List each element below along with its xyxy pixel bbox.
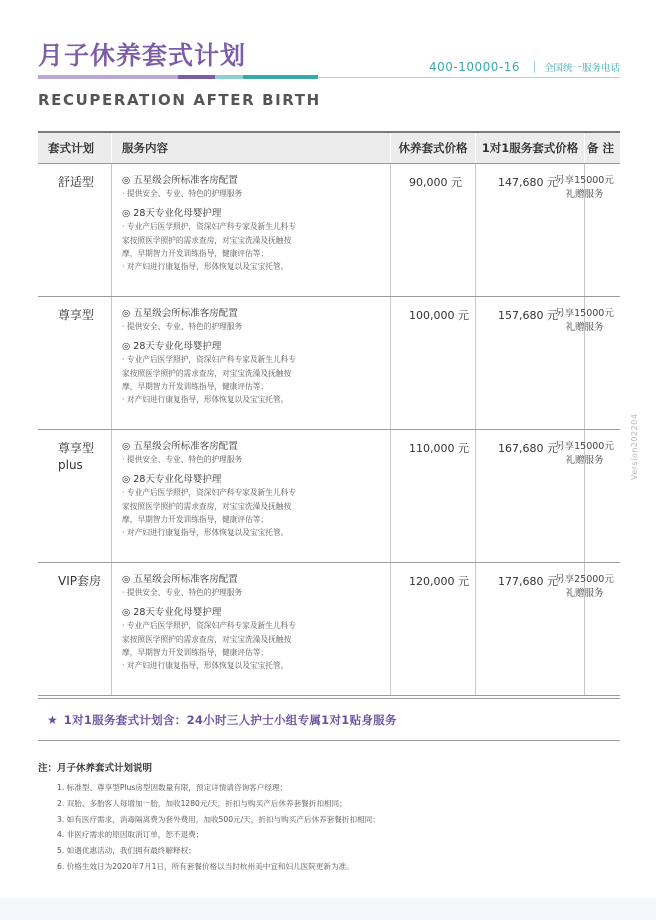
- title-bar-segment: [178, 75, 215, 79]
- service-item-line: · 提供安全、专业、特色的护理服务: [122, 189, 243, 198]
- notes-item: 3. 如有医疗需求，消毒隔离费为套外费用，加收500元/天，折扣与购买产后休养套餐折扣相同；: [57, 814, 380, 824]
- title-bar-segment: [38, 75, 178, 79]
- price-1v1-value: 157,680 元: [498, 309, 558, 322]
- service-item-line: 家按照医学照护的需求查房，对宝宝洗澡及抚触按: [122, 235, 292, 245]
- note-line: 礼赠服务: [565, 588, 604, 599]
- service-item-line: · 对产妇进行康复指导，形体恢复以及宝宝托管。: [122, 661, 289, 671]
- note-line: 另享15000元: [555, 175, 614, 186]
- service-item-title: ◎ 28天专业化母婴护理: [122, 474, 222, 486]
- services-cell: [111, 297, 390, 429]
- service-item-line: 摩，早期智力开发训练指导，健康评估等；: [122, 514, 269, 524]
- note-line: 另享15000元: [555, 308, 614, 319]
- table-header: [38, 131, 620, 164]
- service-hotline: [429, 60, 620, 74]
- notes-title: 注：月子休养套式计划说明: [38, 763, 153, 774]
- price-value: 110,000 元: [409, 442, 469, 455]
- service-item-line: · 专业产后医学照护，资深妇产科专家及新生儿科专: [122, 355, 297, 365]
- note-text: [547, 174, 622, 202]
- note-cell: [555, 563, 620, 695]
- plan-cell: [38, 164, 111, 296]
- note-text: [547, 307, 622, 335]
- phone-divider: [534, 61, 535, 73]
- plan-name: [48, 174, 111, 191]
- table-row: [38, 563, 620, 696]
- note-text: [547, 573, 622, 601]
- service-item-line: · 专业产后医学照护，资深妇产科专家及新生儿科专: [122, 488, 297, 498]
- service-item-line: · 提供安全、专业、特色的护理服务: [122, 588, 243, 597]
- services-cell: [111, 430, 390, 562]
- service-item-line: · 提供安全、专业、特色的护理服务: [122, 322, 243, 331]
- notes-item: 4. 非医疗需求的原因取消订单，恕不退费；: [57, 830, 204, 840]
- table-row: [38, 297, 620, 430]
- note-cell: [555, 164, 620, 296]
- services-cell: [111, 563, 390, 695]
- plan-name-line: 尊享型: [58, 441, 95, 455]
- plan-name-line: 尊享型: [58, 308, 95, 322]
- page-title: 月子休养套式计划: [38, 41, 247, 70]
- title-bar-segment: [243, 75, 318, 79]
- note-wrap: [555, 573, 622, 601]
- header-note: 备 注: [584, 133, 620, 163]
- price-1v1-value: 167,680 元: [498, 442, 558, 455]
- service-item-line: · 专业产后医学照护，资深妇产科专家及新生儿科专: [122, 222, 297, 232]
- price-1v1-value: 147,680 元: [498, 176, 558, 189]
- service-item-line: · 专业产后医学照护，资深妇产科专家及新生儿科专: [122, 621, 297, 631]
- title-color-bar: [38, 75, 318, 79]
- service-gap: [122, 599, 390, 606]
- plan-name-line: 舒适型: [58, 175, 95, 189]
- note-wrap: [555, 307, 622, 335]
- header-price-1v1: 1对1服务套式价格: [475, 133, 584, 163]
- phone-label: 全国统一服务电话: [543, 63, 620, 74]
- note-text: [547, 440, 622, 468]
- plan-cell: [38, 297, 111, 429]
- plan-name: [48, 307, 111, 324]
- service-item-line: · 对产妇进行康复指导，形体恢复以及宝宝托管。: [122, 528, 289, 538]
- table-row: [38, 164, 620, 297]
- title-divider-line: [318, 77, 620, 78]
- service-item-line: 摩，早期智力开发训练指导，健康评估等；: [122, 647, 269, 657]
- price-cell: [390, 563, 475, 695]
- note-line: 另享15000元: [555, 441, 614, 452]
- price-table: [38, 131, 620, 696]
- service-item-line: 摩，早期智力开发训练指导，健康评估等；: [122, 248, 269, 258]
- plan-name-line: plus: [58, 458, 83, 472]
- page-bottom-band: [0, 898, 656, 920]
- price-cell: [390, 164, 475, 296]
- highlight-text: 1对1服务套式计划含：24小时三人护士小组专属1对1贴身服务: [63, 712, 397, 727]
- notes-item: 2. 双胎、多胎客人每增加一胎，加收1280元/天，折扣与购买产后休养套餐折扣相同；: [57, 798, 347, 808]
- notes-item: 6. 价格生效日为2020年7月1日，所有套餐价格以当时杭州美中宜和妇儿医院更新为准。: [57, 861, 354, 871]
- services-cell: [111, 164, 390, 296]
- service-item-line: · 对产妇进行康复指导，形体恢复以及宝宝托管。: [122, 395, 289, 405]
- header-services: 服务内容: [111, 133, 390, 163]
- note-line: 礼赠服务: [565, 455, 604, 466]
- price-value: 100,000 元: [409, 309, 469, 322]
- service-item-title: ◎ 五星级会所标准客房配置: [122, 574, 238, 585]
- price-cell: [390, 430, 475, 562]
- service-gap: [122, 200, 390, 207]
- notes-item: 5. 如遇优惠活动，我们拥有最终解释权；: [57, 846, 196, 856]
- service-item-line: 摩，早期智力开发训练指导，健康评估等；: [122, 381, 269, 391]
- price-cell: [390, 297, 475, 429]
- service-item-line: · 提供安全、专业、特色的护理服务: [122, 455, 243, 464]
- note-line: 礼赠服务: [565, 189, 604, 200]
- title-bar-segment: [215, 75, 243, 79]
- note-line: 礼赠服务: [565, 322, 604, 333]
- notes-item: 1. 标准型、尊享型Plus房型因数量有限，预定详情请咨询客户经理；: [57, 783, 288, 792]
- service-gap: [122, 466, 390, 473]
- plan-cell: [38, 563, 111, 695]
- service-item-line: · 对产妇进行康复指导，形体恢复以及宝宝托管。: [122, 262, 289, 272]
- service-item-title: ◎ 五星级会所标准客房配置: [122, 308, 238, 319]
- plan-name: [48, 573, 111, 590]
- header-price: 休养套式价格: [390, 133, 475, 163]
- service-item-line: 家按照医学照护的需求查房，对宝宝洗澡及抚触按: [122, 368, 292, 378]
- page-subtitle: RECUPERATION AFTER BIRTH: [38, 91, 321, 109]
- service-item-title: ◎ 28天专业化母婴护理: [122, 341, 222, 353]
- star-icon: ★: [47, 712, 58, 727]
- service-item-title: ◎ 28天专业化母婴护理: [122, 607, 222, 619]
- price-value: 90,000 元: [409, 176, 462, 189]
- price-1v1-value: 177,680 元: [498, 575, 558, 588]
- plan-cell: [38, 430, 111, 562]
- service-item-line: 家按照医学照护的需求查房，对宝宝洗澡及抚触按: [122, 501, 292, 511]
- note-cell: [555, 430, 620, 562]
- plan-notes: [38, 760, 380, 875]
- service-gap: [122, 333, 390, 340]
- header-plan: 套式计划: [48, 141, 94, 155]
- phone-number[interactable]: 400-10000-16: [428, 60, 520, 74]
- one-on-one-highlight: [38, 698, 620, 741]
- plan-name-line: VIP套房: [58, 574, 101, 588]
- note-line: 另享25000元: [555, 574, 614, 585]
- note-wrap: [555, 440, 622, 468]
- service-item-title: ◎ 28天专业化母婴护理: [122, 208, 222, 220]
- table-row: [38, 430, 620, 563]
- note-cell: [555, 297, 620, 429]
- service-item-line: 家按照医学照护的需求查房，对宝宝洗澡及抚触按: [122, 634, 292, 644]
- plan-name: [48, 440, 111, 474]
- note-wrap: [555, 174, 622, 202]
- version-label: Version202204: [630, 413, 639, 480]
- service-item-title: ◎ 五星级会所标准客房配置: [122, 441, 238, 452]
- price-value: 120,000 元: [409, 575, 469, 588]
- service-item-title: ◎ 五星级会所标准客房配置: [122, 175, 238, 186]
